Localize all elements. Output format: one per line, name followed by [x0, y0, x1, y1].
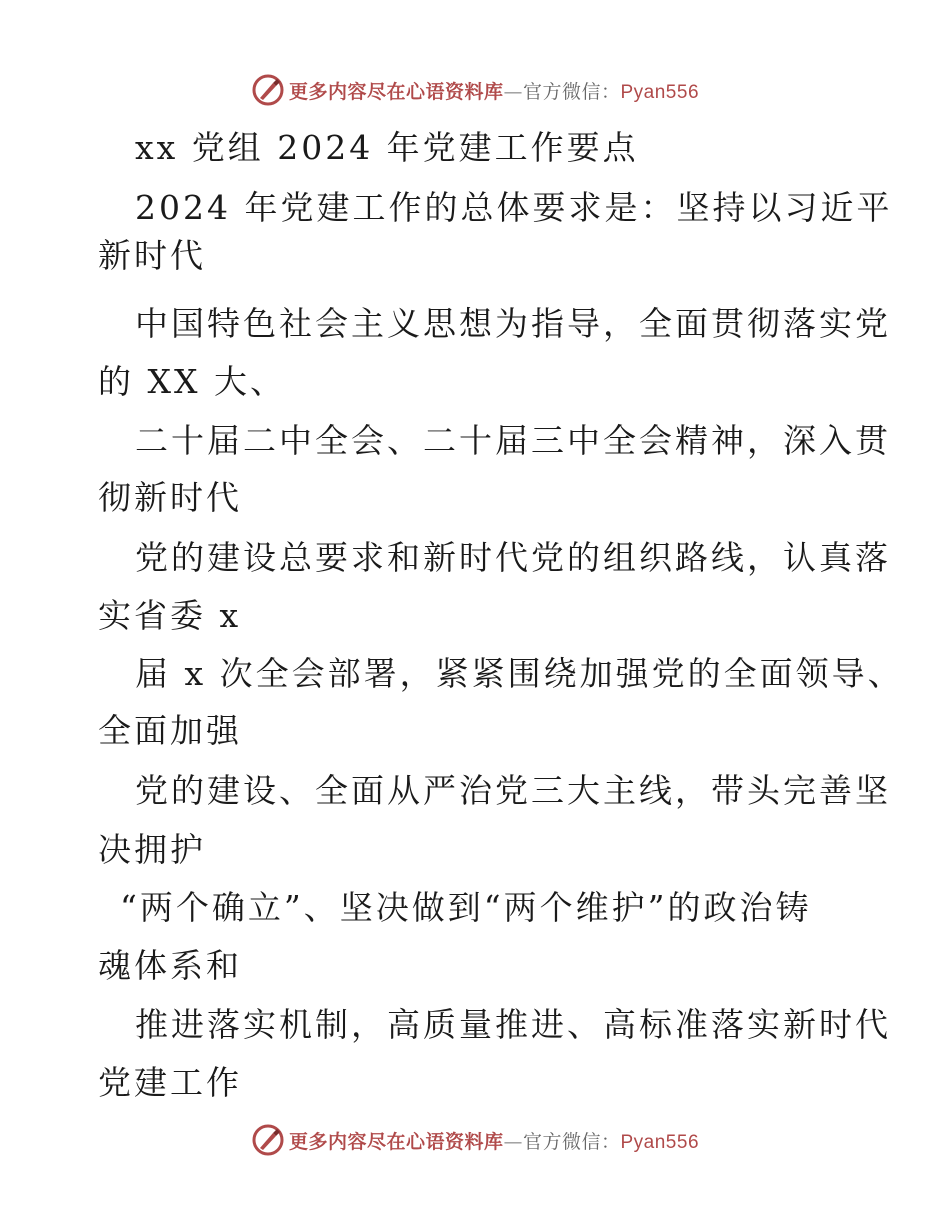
footer-banner — [0, 1120, 950, 1160]
doc-line: 中国特色社会主义思想为指导，全面贯彻落实党 — [135, 304, 891, 343]
doc-line: “两个确立”、坚决做到“两个维护”的政治铸 — [120, 888, 812, 927]
doc-line: 的 XX 大、 — [98, 362, 286, 401]
doc-line: 二十届二中全会、二十届三中全会精神，深入贯 — [135, 421, 891, 460]
doc-line: 届 x 次全会部署，紧紧围绕加强党的全面领导、 — [135, 654, 904, 693]
banner-id: Pyan556 — [620, 1131, 700, 1153]
banner-main-text: 更多内容尽在心语资料库 — [288, 80, 504, 103]
doc-line: 党的建设、全面从严治党三大主线，带头完善坚 — [135, 771, 891, 810]
doc-line: 党建工作 — [98, 1063, 242, 1102]
header-banner — [0, 70, 950, 110]
doc-line: 彻新时代 — [98, 478, 242, 517]
doc-line: 推进落实机制，高质量推进、高标准落实新时代 — [135, 1005, 891, 1044]
doc-line: 决拥护 — [98, 830, 206, 869]
doc-line: 全面加强 — [98, 711, 242, 750]
banner-text — [289, 1127, 699, 1154]
doc-title: xx 党组 2024 年党建工作要点 — [135, 128, 639, 167]
banner-label: 官方微信： — [522, 1130, 621, 1153]
doc-line: 党的建设总要求和新时代党的组织路线，认真落 — [135, 538, 891, 577]
pen-logo-icon — [251, 73, 285, 107]
banner-id: Pyan556 — [620, 81, 700, 103]
doc-line: 2024 年党建工作的总体要求是：坚持以习近平 — [135, 188, 893, 227]
doc-line: 魂体系和 — [98, 946, 242, 985]
pen-logo-icon — [251, 1123, 285, 1157]
doc-line: 实省委 x — [98, 596, 242, 635]
banner-text — [289, 77, 699, 104]
banner-label: 官方微信： — [522, 80, 621, 103]
banner-separator: — — [503, 80, 523, 103]
doc-line: 新时代 — [98, 236, 206, 275]
banner-separator: — — [503, 1130, 523, 1153]
banner-main-text: 更多内容尽在心语资料库 — [288, 1130, 504, 1153]
